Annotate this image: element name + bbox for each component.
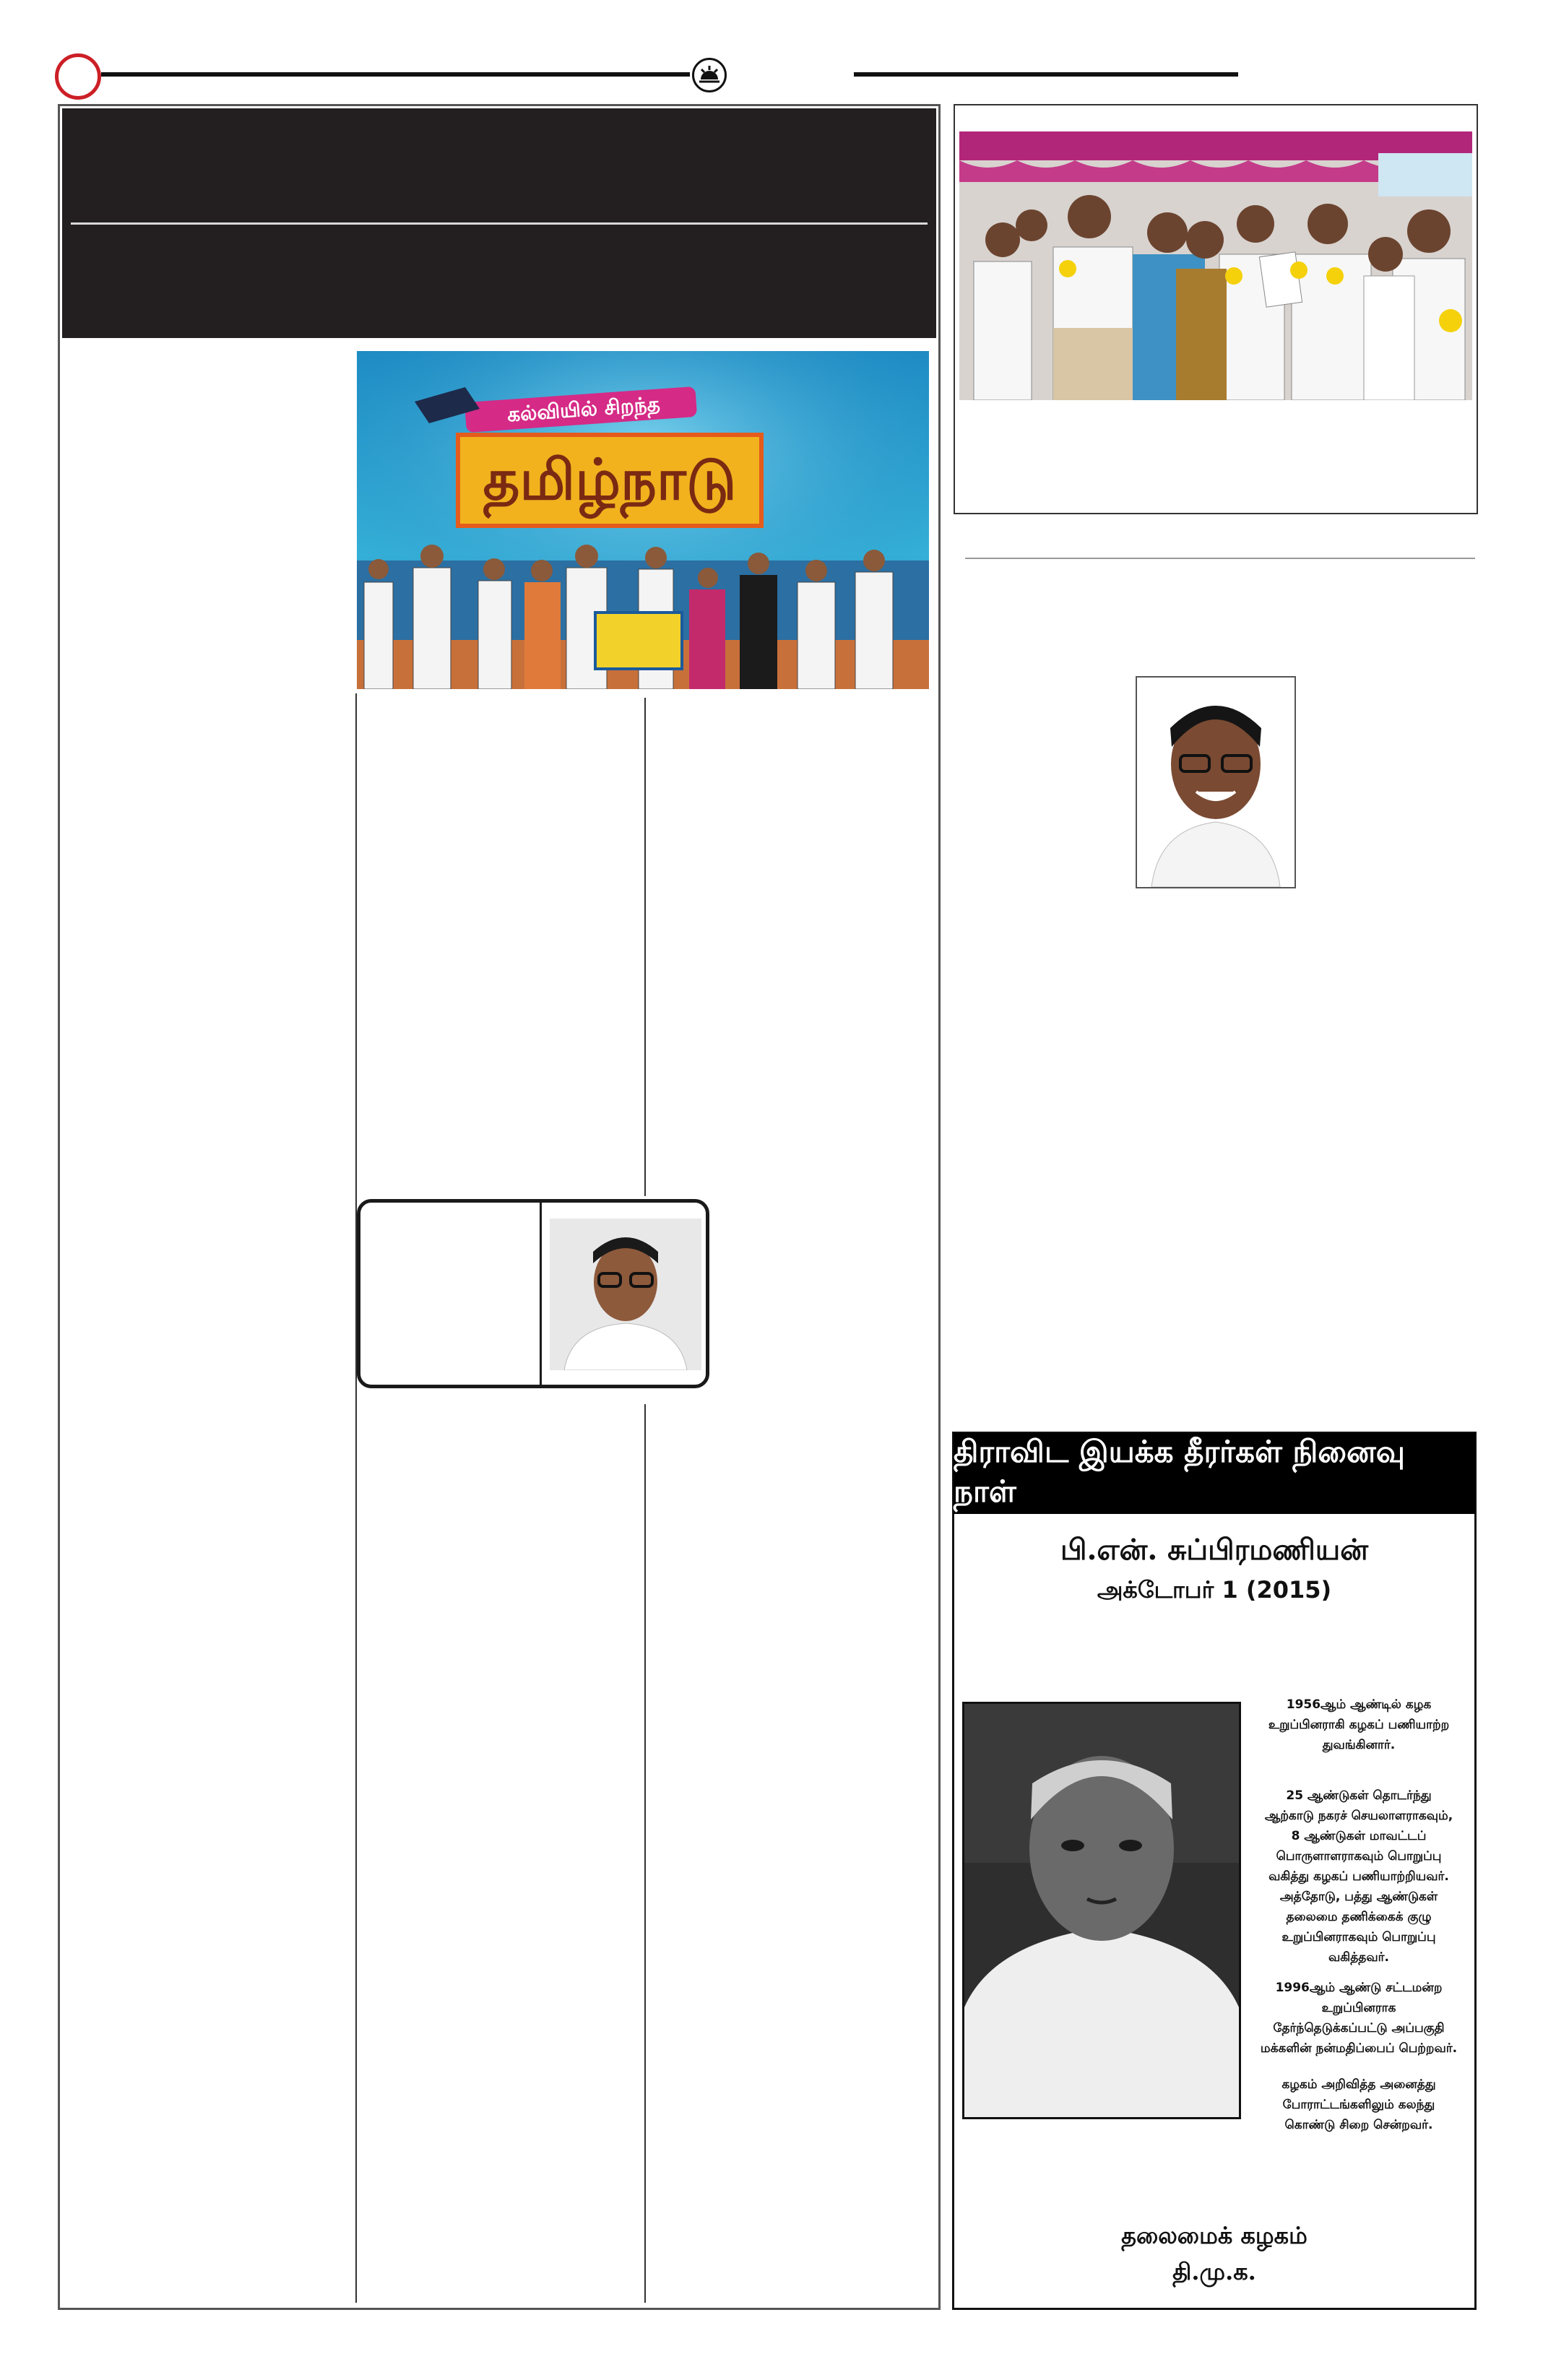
bio-line: உறுப்பினராகி கழகப் பணியாற்ற [1268,1718,1450,1732]
memorial-footer-line2: தி.மு.க. [1172,2258,1256,2285]
masthead-rule-left [101,72,690,77]
memorial-photo [962,1702,1241,2119]
masthead-rule-right [854,72,1238,77]
memorial-footer-line1: தலைமைக் கழகம் [1121,2222,1308,2249]
banner-subtitle: கல்வியில் சிறந்த [506,391,661,427]
memorial-bio-paragraph-3 [1247,1978,1471,2059]
emblem-glyph [694,60,725,90]
sidebar-divider [965,558,1475,559]
bio-line: தலைமை தணிக்கைக் குழு [1286,1910,1432,1924]
bio-line: ஆற்காடு நகரச் செயலாளராகவும், [1264,1809,1453,1823]
column-divider-1 [355,693,357,2303]
bio-line: தேர்ந்தெடுக்கப்பட்டு அப்பகுதி [1273,2021,1445,2035]
memorial-name: பி.என். சுப்பிரமணியன் [1060,1533,1369,1567]
sidebar-event-photo [959,131,1472,400]
person-portrait-icon [550,1219,701,1370]
bio-line: போராட்டங்களிலும் கலந்து [1282,2098,1435,2112]
crowd-photo-art [959,131,1472,400]
bio-line: கழகம் அறிவித்த அனைத்து [1281,2077,1436,2092]
column-divider-2-lower [644,1404,646,2303]
bio-line: வகித்தவர். [1328,1950,1389,1965]
bio-line: 25 ஆண்டுகள் தொடர்ந்து [1286,1788,1432,1803]
banner-title: தமிழ்நாடு [483,448,737,513]
memorial-bio-paragraph-2 [1247,1786,1471,1968]
event-photo [357,351,929,689]
person-portrait-icon [1137,678,1295,887]
bio-line: 8 ஆண்டுகள் மாவட்டப் [1291,1829,1427,1843]
memorial-heading: திராவிட இயக்க தீரர்கள் நினைவு நாள் [954,1433,1475,1514]
bio-line: துவங்கினார். [1322,1738,1396,1752]
bio-line: உறுப்பினராகவும் பொறுப்பு [1281,1930,1436,1944]
bio-line: கொண்டு சிறை சென்றவர். [1284,2118,1433,2132]
memorial-bio-paragraph-1 [1247,1695,1471,1755]
memorial-date: அக்டோபர் 1 (2015) [1097,1576,1332,1604]
page-number-circle-icon [55,53,101,100]
profile-card-photo [550,1219,701,1370]
rising-sun-emblem-icon [692,58,727,92]
bio-line: உறுப்பினராக [1321,2001,1396,2015]
bio-line: வகித்து கழகப் பணியாற்றியவர். [1268,1869,1449,1884]
bio-line: அத்தோடு, பத்து ஆண்டுகள் [1279,1890,1438,1904]
column-divider-2-upper [644,698,646,1196]
memorial-bio-paragraph-4 [1247,2074,1471,2135]
bio-line: பொருளாளராகவும் பொறுப்பு [1276,1849,1442,1864]
person-portrait-icon [964,1704,1239,2117]
bio-line: மக்களின் நன்மதிப்பைப் பெற்றவர். [1260,2041,1458,2056]
profile-card-divider [540,1203,542,1385]
headline-divider [71,222,928,225]
bio-line: 1996ஆம் ஆண்டு சட்டமன்ற [1275,1981,1443,1995]
sidebar-portrait [1136,676,1296,888]
bio-line: 1956ஆம் ஆண்டில் கழக [1286,1697,1432,1712]
profile-card [357,1199,709,1388]
